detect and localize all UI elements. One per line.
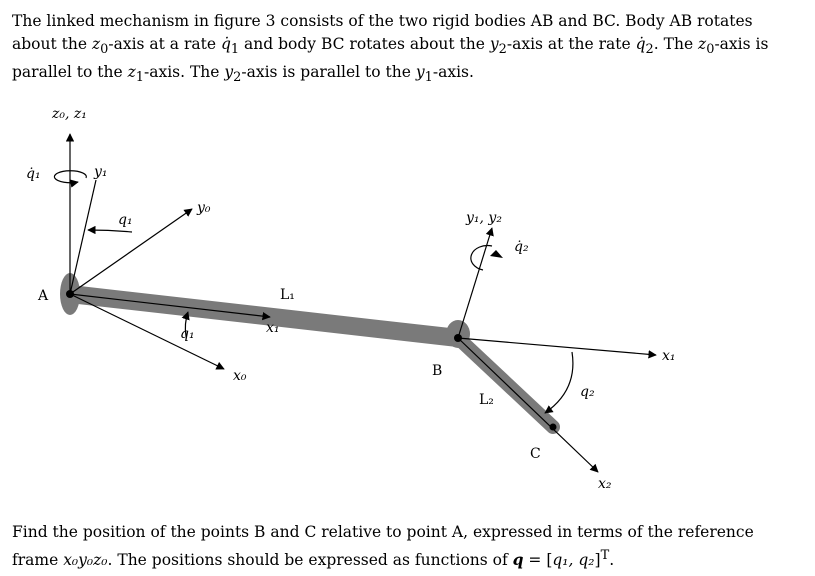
label-c: C [530,446,541,462]
q2dot-rotation-arrow [471,246,492,270]
math-z1: z [127,63,136,82]
label-x1-right: x₁ [662,348,676,364]
math-y2: y [489,35,499,53]
text: Find the position of the points B and C relative to point A, expressed in terms of the reference frame [12,523,754,570]
label-y1: y₁ [94,164,108,180]
text: -axis. The [143,63,225,82]
text: -axis is parallel to the [12,35,769,82]
math-sub: 0 [706,42,715,58]
math-sub: 1 [424,70,433,86]
x1-axis-b [458,338,656,355]
label-b: B [432,363,443,379]
math-q2dot: q̇ [635,35,646,53]
text: . [609,551,615,570]
math-y1: y [415,63,425,82]
label-x2: x₂ [598,476,612,492]
label-l1: L₁ [280,287,295,303]
label-q1-lower: q₁ [180,326,195,342]
math-transpose: T [600,548,610,563]
q2dot-arrow-head [490,250,503,258]
math-vector-entries: q₁, q₂ [552,551,595,570]
math-sub: 2 [498,42,507,58]
label-y1y2: y₁, y₂ [466,210,502,226]
y1-axis [70,180,96,294]
label-x0: x₀ [233,368,247,384]
math-sub: 2 [645,42,654,58]
math-z0: z [91,35,101,53]
text: -axis. [432,63,474,82]
label-q2: q₂ [580,384,595,400]
label-y0: y₀ [197,200,211,216]
q2-arc [545,352,573,413]
label-l2: L₂ [479,392,494,408]
label-q1-upper: q₁ [118,212,133,228]
text: -axis is parallel to the [241,63,416,82]
question-statement [12,521,802,572]
math-q-vector: q [512,550,524,570]
text: . The [653,35,699,53]
label-x1-mid: x₁ [266,320,280,336]
math-z0: z [698,35,707,53]
math-sub: 2 [233,70,242,86]
text: = [ [523,551,553,570]
math-q1dot: q̇ [220,35,231,53]
math-sub: 0 [100,42,109,58]
text: -axis at a rate [108,35,221,53]
link-ab [60,273,470,348]
math-sub: 1 [135,70,144,86]
label-q1dot: q̇₁ [26,166,41,182]
text: The linked mechanism in figure 3 consists of the two rigid bodies AB and BC. Body AB rotates about the [12,12,753,53]
math-sub: 1 [230,42,240,58]
text: and body BC rotates about the [239,35,490,53]
label-q2dot: q̇₂ [514,239,529,255]
y1y2-axis [458,228,492,338]
label-a: A [38,288,49,304]
text: . The positions should be expressed as functions of [107,551,513,570]
math-y2: y [224,63,234,82]
text: -axis at the rate [506,35,636,53]
math-frame: x₀y₀z₀ [63,551,108,570]
q1-upper-arc [88,230,132,232]
label-z0z1: z₀, z₁ [52,106,87,122]
text: ] [594,551,601,570]
